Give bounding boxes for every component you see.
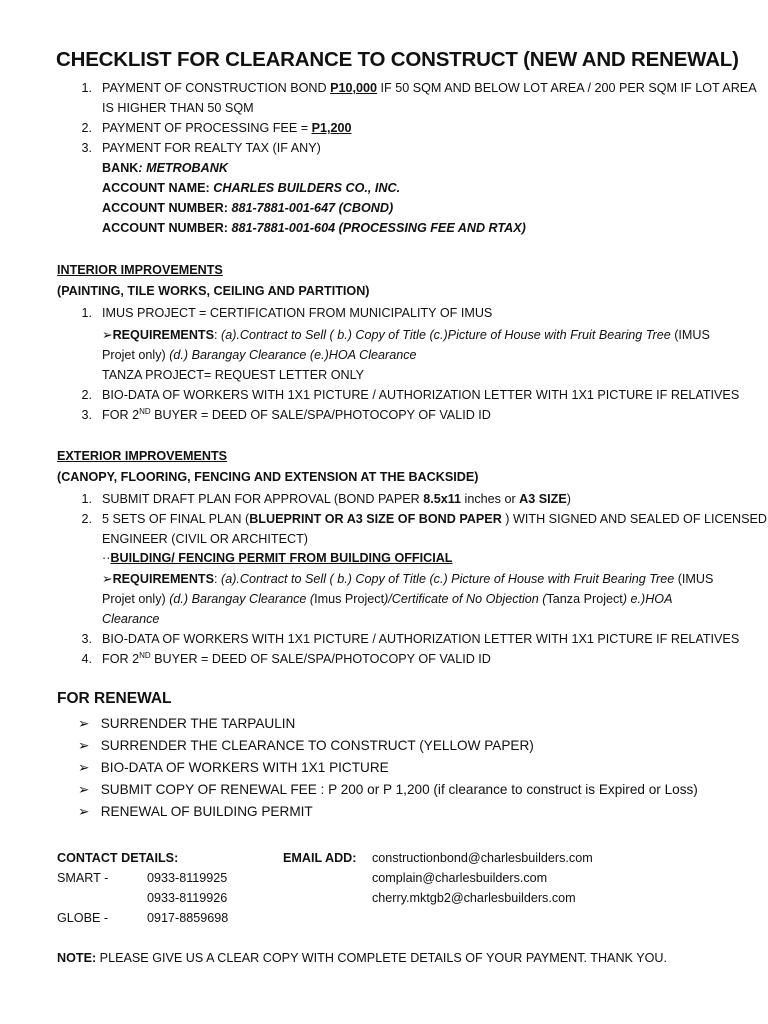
account-number-line-1 xyxy=(102,200,393,216)
payment-item-2 xyxy=(102,120,352,136)
exterior-requirements-line-3: Clearance xyxy=(102,612,160,626)
interior-item-3 xyxy=(102,407,491,423)
item-text: ) xyxy=(566,492,571,506)
exterior-item-2-continuation: ENGINEER (CIVIL OR ARCHITECT) xyxy=(102,532,308,546)
payment-item-1-number: 1. xyxy=(81,81,92,95)
email-label: EMAIL ADD: xyxy=(283,851,357,865)
payment-item-2-text: PAYMENT OF PROCESSING FEE = xyxy=(102,121,312,135)
account-name-label: ACCOUNT NAME: xyxy=(102,181,214,195)
requirements-list: (d.) Barangay Clearance (e.)HOA Clearance xyxy=(169,348,417,362)
payment-item-1 xyxy=(102,80,757,96)
requirements-label: REQUIREMENTS xyxy=(112,572,215,586)
requirements-list: (a).Contract to Sell ( b.) Copy of Title (c.)Picture of House with Fruit Bearing Tree xyxy=(221,328,671,342)
exterior-heading: EXTERIOR IMPROVEMENTS xyxy=(57,449,228,463)
note-label: NOTE: xyxy=(57,951,97,965)
payment-item-3-number: 3. xyxy=(81,141,92,155)
requirements-list: (d.) Barangay Clearance ( xyxy=(169,592,315,606)
requirements-note: Tanza Project xyxy=(546,592,623,606)
requirements-note: Projet only) xyxy=(102,348,170,362)
interior-item-2: BIO-DATA OF WORKERS WITH 1X1 PICTURE / AUTHORIZATION LETTER WITH 1X1 PICTURE IF RELATIVES xyxy=(102,388,740,402)
interior-requirements-line-2 xyxy=(102,347,417,363)
paper-size-bold: 8.5x11 xyxy=(423,492,462,506)
blueprint-bold: BLUEPRINT OR A3 SIZE OF BOND PAPER xyxy=(249,512,502,526)
tanza-project-line: TANZA PROJECT= REQUEST LETTER ONLY xyxy=(102,368,365,382)
exterior-item-4 xyxy=(102,651,491,667)
exterior-item-3-number: 3. xyxy=(81,632,92,646)
processing-fee-amount: P1,200 xyxy=(311,121,352,135)
note-text: PLEASE GIVE US A CLEAR COPY WITH COMPLETE DETAILS OF YOUR PAYMENT. THANK YOU. xyxy=(96,951,668,965)
ordinal-suffix: ND xyxy=(139,650,151,660)
building-permit-line xyxy=(102,550,453,566)
interior-item-1: IMUS PROJECT = CERTIFICATION FROM MUNICIPALITY OF IMUS xyxy=(102,306,493,320)
item-text-end: BUYER = DEED OF SALE/SPA/PHOTOCOPY OF VALID ID xyxy=(150,652,491,666)
exterior-requirements-line-2 xyxy=(102,591,673,607)
renewal-item-text: BIO-DATA OF WORKERS WITH 1X1 PICTURE xyxy=(100,760,389,775)
requirements-label: REQUIREMENTS xyxy=(112,328,215,342)
interior-heading: INTERIOR IMPROVEMENTS xyxy=(57,263,223,277)
note-line xyxy=(57,950,667,966)
exterior-item-3: BIO-DATA OF WORKERS WITH 1X1 PICTURE / AUTHORIZATION LETTER WITH 1X1 PICTURE IF RELATIVES xyxy=(102,632,740,646)
paper-size-bold: A3 SIZE xyxy=(519,492,567,506)
account-number-label: ACCOUNT NUMBER: xyxy=(102,221,232,235)
exterior-item-2-number: 2. xyxy=(81,512,92,526)
account-name-value: CHARLES BUILDERS CO., INC. xyxy=(213,181,401,195)
requirements-colon: : xyxy=(214,572,222,586)
renewal-item xyxy=(78,715,295,733)
requirements-list: )/Certificate of No Objection ( xyxy=(384,592,547,606)
email-address: cherry.mktgb2@charlesbuilders.com xyxy=(372,891,576,905)
interior-item-1-number: 1. xyxy=(81,306,92,320)
interior-item-3-number: 3. xyxy=(81,408,92,422)
interior-requirements-line-1 xyxy=(102,327,710,343)
smart-label: SMART - xyxy=(57,871,109,885)
requirements-list-tail: (IMUS xyxy=(674,572,714,586)
bank-value: : METROBANK xyxy=(138,161,228,175)
arrow-bullet-icon: ➢ xyxy=(102,572,113,586)
interior-item-2-number: 2. xyxy=(81,388,92,402)
arrow-bullet-icon: ➢ xyxy=(78,804,90,819)
payment-item-3: PAYMENT FOR REALTY TAX (IF ANY) xyxy=(102,141,321,155)
dot-marker-icon: ·· xyxy=(102,551,111,565)
item-text: inches or xyxy=(461,492,520,506)
item-text-end: BUYER = DEED OF SALE/SPA/PHOTOCOPY OF VALID ID xyxy=(150,408,491,422)
renewal-item xyxy=(78,737,534,755)
requirements-list: ) e.)HOA xyxy=(622,592,673,606)
account-number-value: 881-7881-001-604 (PROCESSING FEE AND RTAX) xyxy=(231,221,526,235)
arrow-bullet-icon: ➢ xyxy=(78,760,90,775)
requirements-note: Imus Project xyxy=(314,592,385,606)
exterior-subheading: (CANOPY, FLOORING, FENCING AND EXTENSION AT THE BACKSIDE) xyxy=(57,470,479,484)
ordinal-suffix: ND xyxy=(139,406,151,416)
email-address: constructionbond@charlesbuilders.com xyxy=(372,851,593,865)
account-name-line xyxy=(102,180,400,196)
item-text: FOR 2 xyxy=(102,408,140,422)
exterior-item-4-number: 4. xyxy=(81,652,92,666)
arrow-bullet-icon: ➢ xyxy=(102,328,113,342)
email-address: complain@charlesbuilders.com xyxy=(372,871,548,885)
exterior-item-1 xyxy=(102,491,571,507)
bank-label: BANK xyxy=(102,161,139,175)
renewal-item xyxy=(78,759,389,777)
account-number-label: ACCOUNT NUMBER: xyxy=(102,201,232,215)
exterior-item-1-number: 1. xyxy=(81,492,92,506)
arrow-bullet-icon: ➢ xyxy=(78,738,90,753)
contact-details-label: CONTACT DETAILS: xyxy=(57,851,179,865)
smart-phone-2: 0933-8119926 xyxy=(147,891,228,905)
renewal-item xyxy=(78,781,698,799)
building-permit-heading: BUILDING/ FENCING PERMIT FROM BUILDING OFFICIAL xyxy=(110,551,453,565)
renewal-item-text: SURRENDER THE CLEARANCE TO CONSTRUCT (YELLOW PAPER) xyxy=(100,738,534,753)
interior-subheading: (PAINTING, TILE WORKS, CEILING AND PARTITION) xyxy=(57,284,370,298)
item-text: 5 SETS OF FINAL PLAN ( xyxy=(102,512,250,526)
arrow-bullet-icon: ➢ xyxy=(78,716,90,731)
renewal-heading: FOR RENEWAL xyxy=(57,690,172,707)
item-text: SUBMIT DRAFT PLAN FOR APPROVAL (BOND PAPER xyxy=(102,492,424,506)
payment-item-2-number: 2. xyxy=(81,121,92,135)
bank-line xyxy=(102,160,228,176)
renewal-item-text: SURRENDER THE TARPAULIN xyxy=(100,716,296,731)
payment-item-1-text: PAYMENT OF CONSTRUCTION BOND xyxy=(102,81,331,95)
renewal-item xyxy=(78,803,313,821)
account-number-value: 881-7881-001-647 (CBOND) xyxy=(231,201,394,215)
construction-bond-amount: P10,000 xyxy=(330,81,378,95)
requirements-colon: : xyxy=(214,328,222,342)
requirements-note: Projet only) xyxy=(102,592,170,606)
renewal-item-text: RENEWAL OF BUILDING PERMIT xyxy=(100,804,313,819)
globe-label: GLOBE - xyxy=(57,911,109,925)
exterior-item-2 xyxy=(102,511,767,527)
arrow-bullet-icon: ➢ xyxy=(78,782,90,797)
smart-phone-1: 0933-8119925 xyxy=(147,871,228,885)
requirements-list: (a).Contract to Sell ( b.) Copy of Title (c.) Picture of House with Fruit Bearing Tree xyxy=(221,572,675,586)
exterior-requirements-line-1 xyxy=(102,571,713,587)
payment-item-1-continuation: IS HIGHER THAN 50 SQM xyxy=(102,101,254,115)
account-number-line-2 xyxy=(102,220,526,236)
requirements-list-tail: (IMUS xyxy=(670,328,710,342)
page-title: CHECKLIST FOR CLEARANCE TO CONSTRUCT (NEW AND RENEWAL) xyxy=(56,48,739,71)
item-text: ) WITH SIGNED AND SEALED OF LICENSED xyxy=(501,512,768,526)
item-text: FOR 2 xyxy=(102,652,140,666)
globe-phone-1: 0917-8859698 xyxy=(147,911,229,925)
payment-item-1-text-end: IF 50 SQM AND BELOW LOT AREA / 200 PER SQM IF LOT AREA xyxy=(377,81,757,95)
renewal-item-text: SUBMIT COPY OF RENEWAL FEE : P 200 or P 1,200 (if clearance to construct is Expired or Loss) xyxy=(100,782,698,797)
